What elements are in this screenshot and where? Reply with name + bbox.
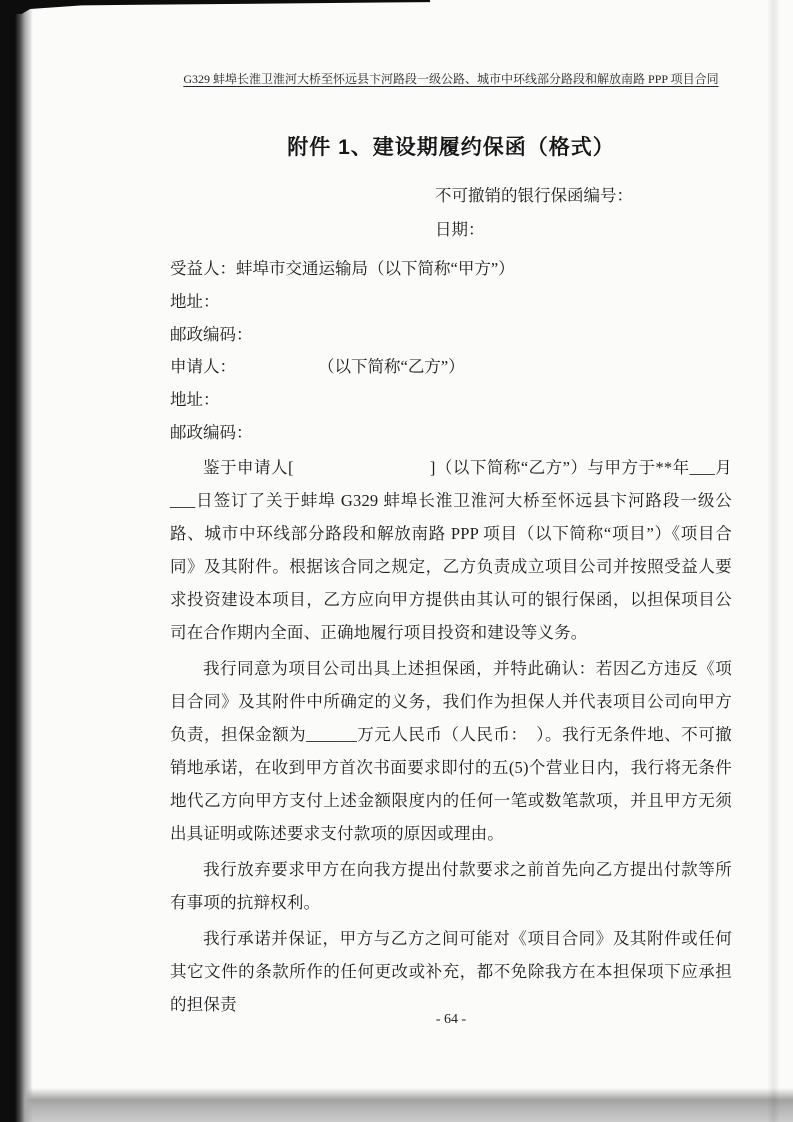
paragraph-guarantee-confirmation: 我行同意为项目公司出具上述担保函，并特此确认：若因乙方违反《项目合同》及其附件中所确定的义务，我们作为担保人并代表项目公司向甲方负责，担保金额为______万元人民币（人民币： ）。我行无条件地、不可撤销地承诺，在收到甲方首次书面要求即付的五(5)个营业日内，我行将无条件地代乙方向甲方支付上述金额限度内的任何一笔或数笔款项，并且甲方无须出具证明或陈述要求支付款项的原因或理由。 xyxy=(170,658,732,843)
guarantee-number-line: 不可撤销的银行保函编号： xyxy=(435,186,633,205)
page-title: 附件 1、建设期履约保函（格式） xyxy=(287,136,615,159)
reference-block xyxy=(170,179,732,247)
paragraph-waiver-of-defense: 我行放弃要求甲方在向我方提出付款要求之前首先向乙方提出付款等所有事项的抗辩权利。 xyxy=(170,859,732,912)
date-line: 日期： xyxy=(435,220,485,239)
beneficiary-address-line: 地址： xyxy=(170,291,220,311)
applicant-postcode-line: 邮政编码： xyxy=(170,422,253,442)
paragraph-amendments: 我行承诺并保证，甲方与乙方之间可能对《项目合同》及其附件或任何其它文件的条款所作的任何更改或补充，都不免除我方在本担保项下应承担的担保责 xyxy=(170,928,732,1014)
beneficiary-line: 受益人：蚌埠市交通运输局（以下简称“甲方”） xyxy=(170,259,515,278)
scan-edge-top xyxy=(0,0,430,14)
running-header: G329 蚌埠长淮卫淮河大桥至怀远县卞河路段一级公路、城市中环线部分路段和解放南路 PPP 项目合同 xyxy=(183,72,719,86)
applicant-suffix: （以下简称“乙方”） xyxy=(318,357,465,377)
paragraph-whereas: 鉴于申请人[ ]（以下简称“乙方”）与甲方于**年___月___日签订了关于蚌埠 G329 蚌埠长淮卫淮河大桥至怀远县卞河路段一级公路、城市中环线部分路段和解放南路 PPP 项目（以下简称“项目”）《项目合同》及其附件。根据该合同之规定，乙方负责成立项目公司并按照受益人要求投资建设本项目，乙方应向甲方提供由其认可的银行保函，以担保项目公司在合作期内全面、正确地履行项目投资和建设等义务。 xyxy=(170,457,732,642)
applicant-line xyxy=(170,351,732,384)
page-fold-shadow xyxy=(767,0,779,1122)
page-number: - 64 - xyxy=(435,1012,467,1027)
scan-edge-left xyxy=(0,0,34,1122)
applicant-label: 申请人： xyxy=(170,357,236,377)
scan-edge-bottom xyxy=(0,1088,793,1122)
beneficiary-postcode-line: 邮政编码： xyxy=(170,324,253,344)
applicant-address-line: 地址： xyxy=(170,390,220,410)
page-content xyxy=(170,70,732,1021)
party-block xyxy=(170,253,732,450)
